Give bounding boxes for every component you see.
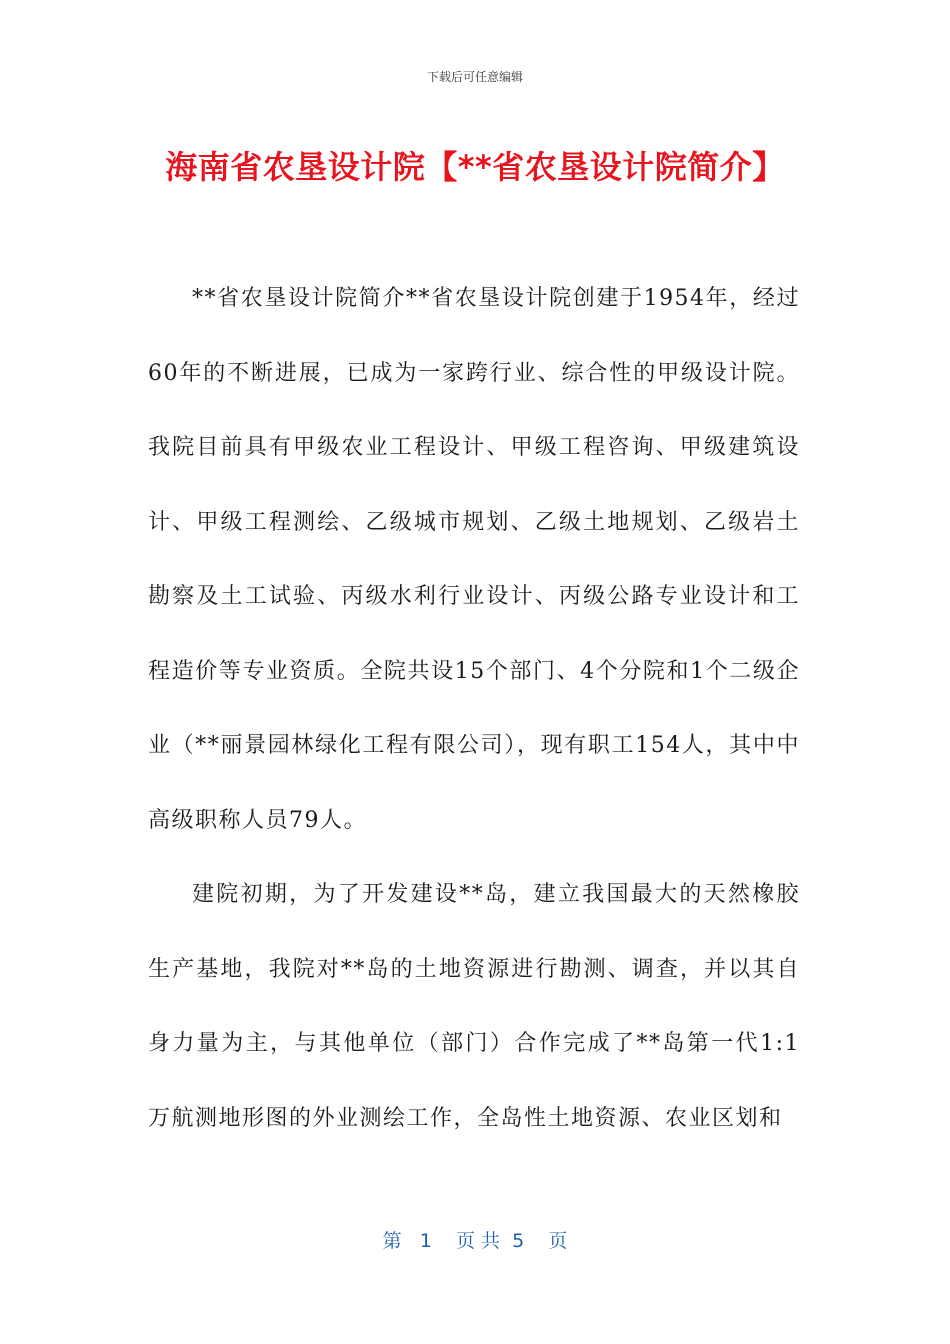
paragraph: 建院初期，为了开发建设**岛，建立我国最大的天然橡胶生产基地，我院对**岛的土地资源进行勘测、调查，并以其自身力量为主，与其他单位（部门）合作完成了**岛第一代1:1万航测地形图的外业测绘工作，全岛性土地资源、农业区划和 — [148, 882, 800, 1131]
page-number-footer: 第 1 页 共 5 页 — [382, 1230, 568, 1252]
document-title: 海南省农垦设计院【**省农垦设计院简介】 — [165, 148, 785, 186]
paragraph: **省农垦设计院简介**省农垦设计院创建于1954年，经过60年的不断进展，已成为一家跨行业、综合性的甲级设计院。我院目前具有甲级农业工程设计、甲级工程咨询、甲级建筑设计、甲级工程测绘、乙级城市规划、乙级土地规划、乙级岩土勘察及土工试验、丙级水利行业设计、丙级公路专业设计和工程造价等专业资质。全院共设15个部门、4个分院和1个二级企业（**丽景园林绿化工程有限公司），现有职工154人，其中中高级职称人员79人。 — [148, 286, 800, 833]
document-body — [148, 262, 800, 1156]
header-note: 下载后可任意编辑 — [426, 70, 523, 84]
